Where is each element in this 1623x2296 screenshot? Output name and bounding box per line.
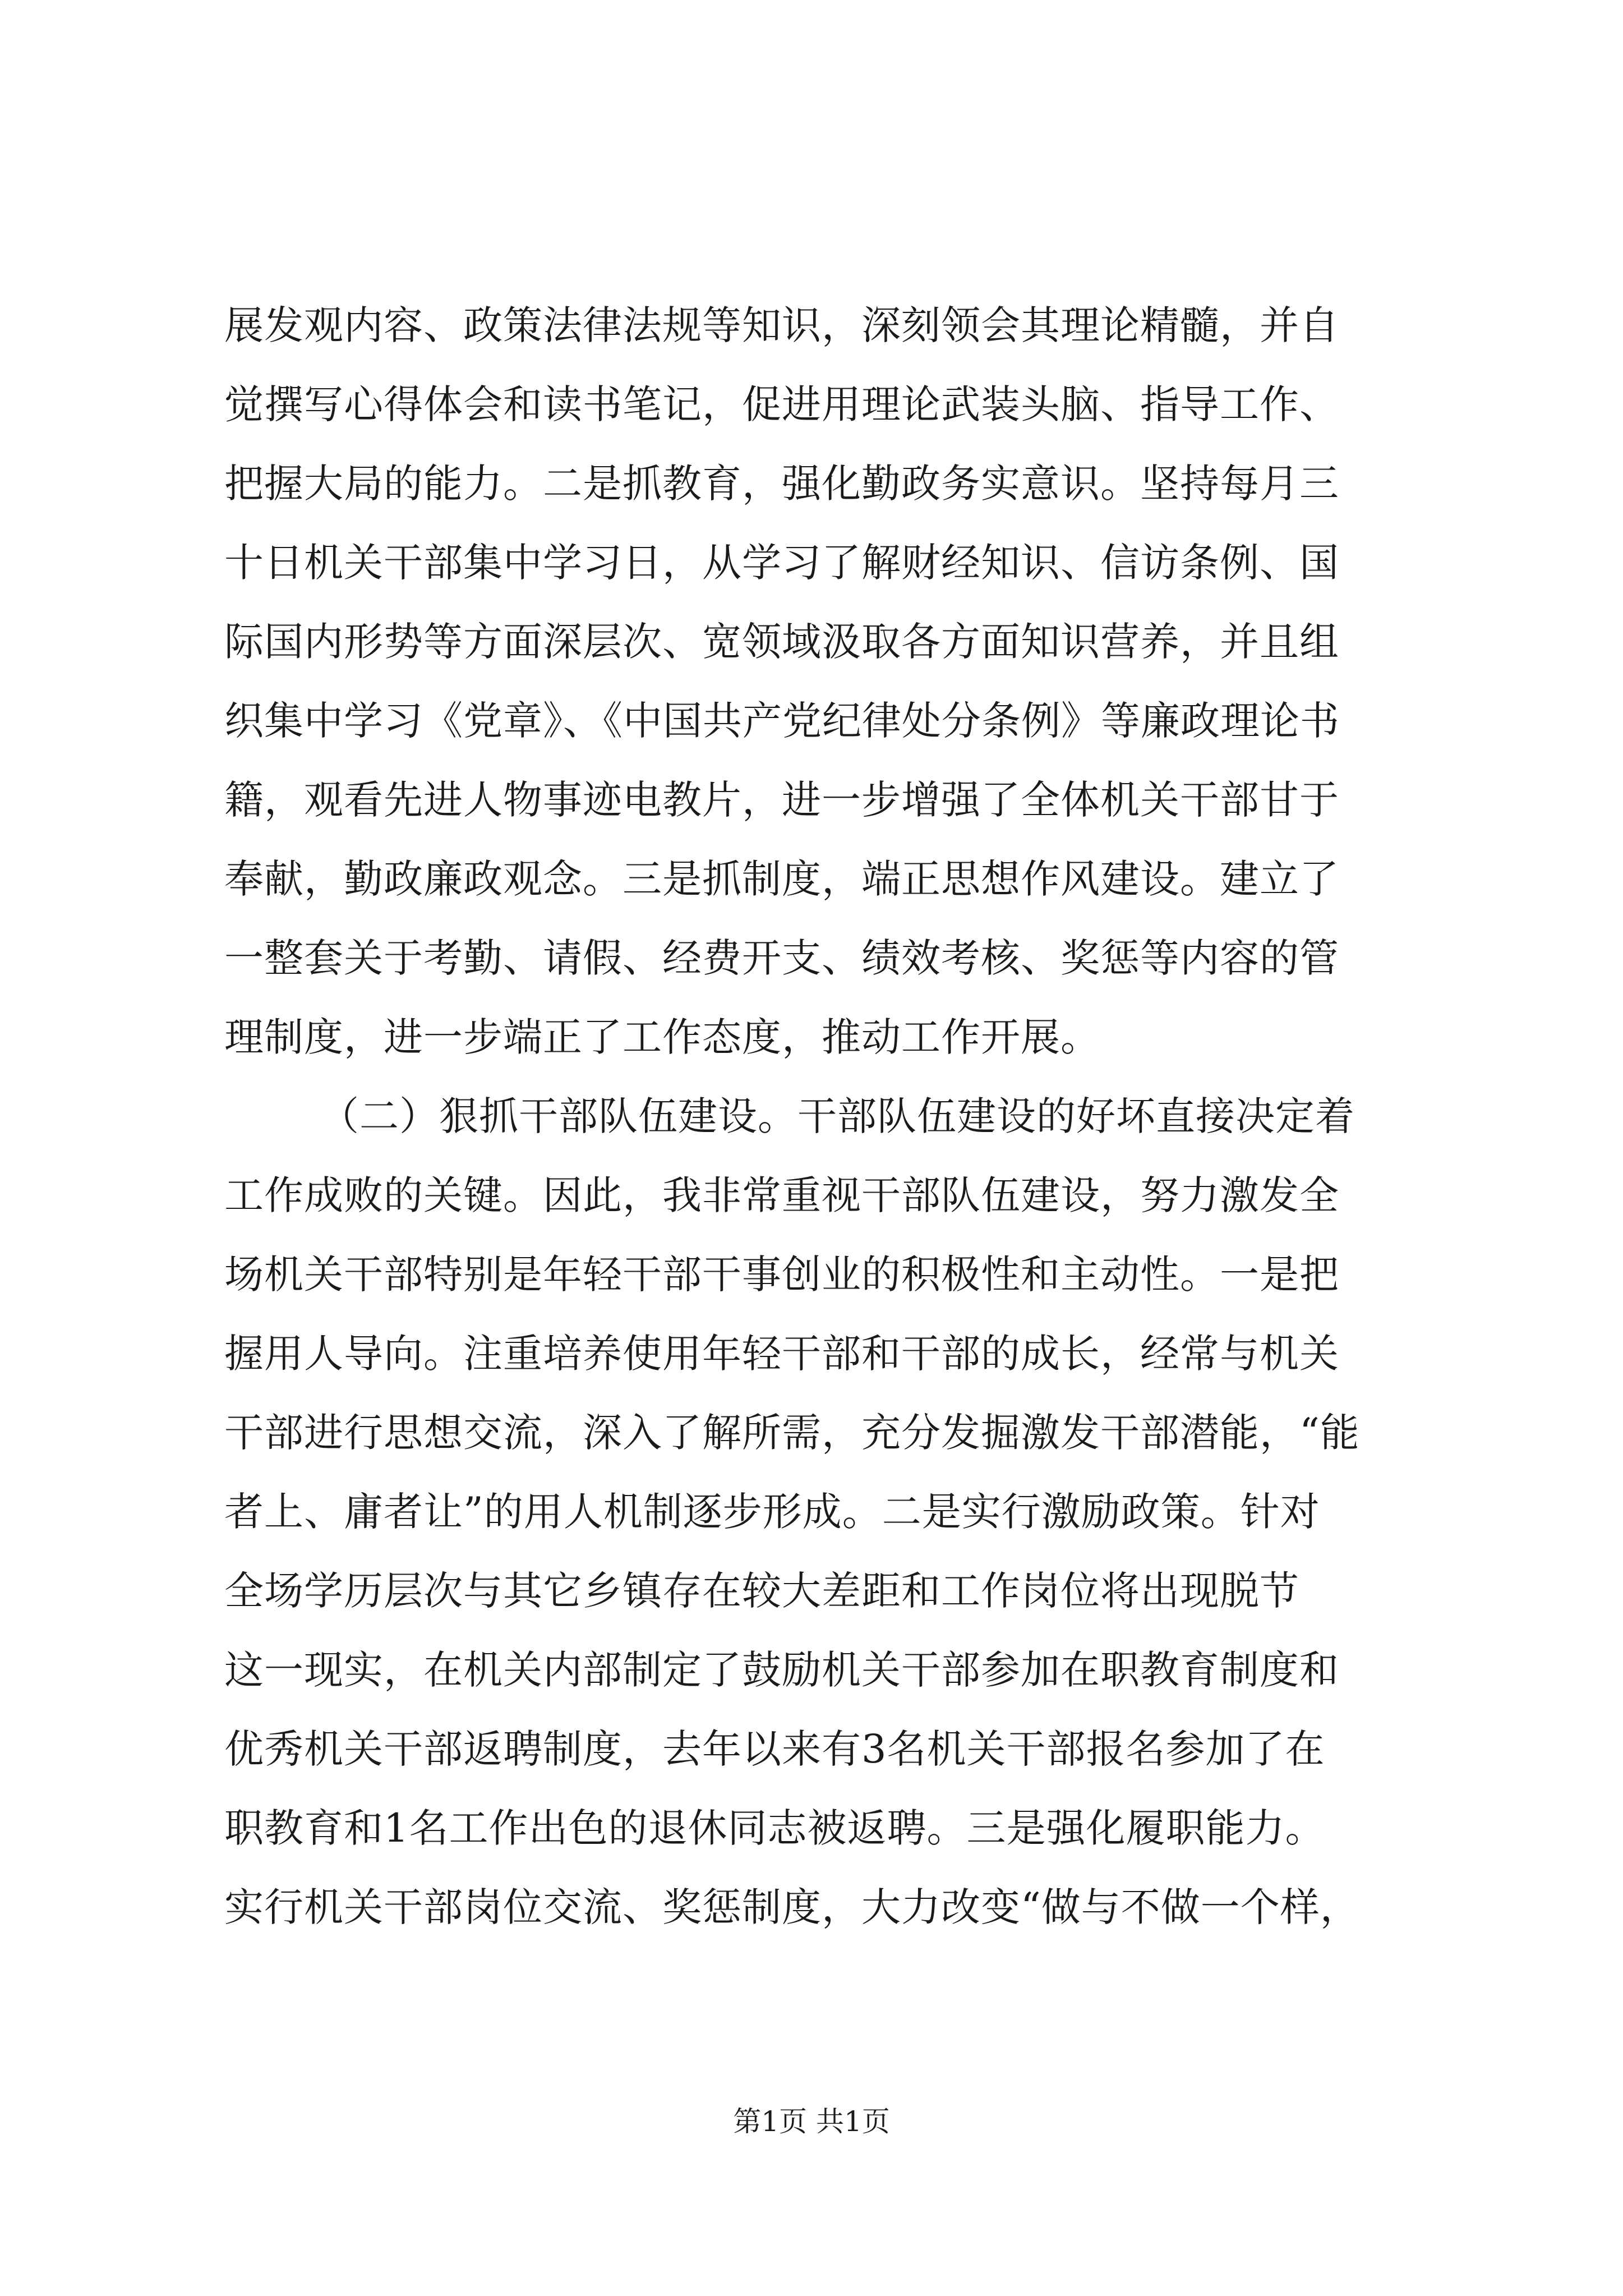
text-line: 优秀机关干部返聘制度，去年以来有3名机关干部报名参加了在 — [224, 1726, 1325, 1772]
page-footer: 第1页 共1页 — [733, 2105, 890, 2138]
text-line: 实行机关干部岗位交流、奖惩制度，大力改变“做与不做一个样， — [224, 1884, 1360, 1930]
text-line: 者上、庸者让”的用人机制逐步形成。二是实行激励政策。针对 — [224, 1489, 1320, 1535]
text-line: 十日机关干部集中学习日，从学习了解财经知识、信访条例、国 — [224, 540, 1339, 586]
text-line: 展发观内容、政策法律法规等知识，深刻领会其理论精髓，并自 — [224, 302, 1339, 348]
text-line: 一整套关于考勤、请假、经费开支、绩效考核、奖惩等内容的管 — [224, 935, 1339, 981]
text-line: 织集中学习《党章》、《中国共产党纪律处分条例》等廉政理论书 — [224, 698, 1340, 744]
text-line: （二）狠抓干部队伍建设。干部队伍建设的好坏直接决定着 — [320, 1093, 1355, 1139]
text-line: 这一现实，在机关内部制定了鼓励机关干部参加在职教育制度和 — [224, 1647, 1339, 1693]
text-line: 握用人导向。注重培养使用年轻干部和干部的成长，经常与机关 — [224, 1331, 1339, 1377]
text-line: 把握大局的能力。二是抓教育，强化勤政务实意识。坚持每月三 — [224, 461, 1339, 507]
text-line: 际国内形势等方面深层次、宽领域汲取各方面知识营养，并且组 — [224, 619, 1339, 665]
text-line: 觉撰写心得体会和读书笔记，促进用理论武装头脑、指导工作、 — [224, 381, 1339, 427]
document-body — [224, 286, 1436, 1947]
text-line: 籍，观看先进人物事迹电教片，进一步增强了全体机关干部甘于 — [224, 777, 1339, 823]
text-line: 理制度，进一步端正了工作态度，推动工作开展。 — [224, 1014, 1100, 1060]
text-line: 干部进行思想交流，深入了解所需，充分发掘激发干部潜能，“能 — [224, 1410, 1360, 1456]
text-line: 工作成败的关键。因此，我非常重视干部队伍建设，努力激发全 — [224, 1172, 1339, 1218]
text-line: 职教育和1名工作出色的退休同志被返聘。三是强化履职能力。 — [224, 1805, 1325, 1851]
text-line: 奉献，勤政廉政观念。三是抓制度，端正思想作风建设。建立了 — [224, 856, 1339, 902]
text-line: 全场学历层次与其它乡镇存在较大差距和工作岗位将出现脱节 — [224, 1568, 1299, 1614]
text-line: 场机关干部特别是年轻干部干事创业的积极性和主动性。一是把 — [224, 1251, 1339, 1297]
